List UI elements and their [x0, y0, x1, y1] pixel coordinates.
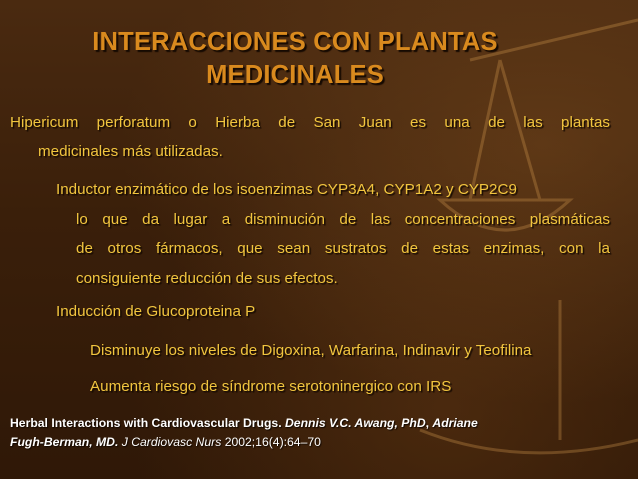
bullet1-continuation [56, 205, 610, 294]
intro-paragraph [10, 108, 610, 166]
reference-author-1: Dennis V.C. Awang, PhD [284, 416, 426, 430]
title-line-2: MEDICINALES [206, 61, 384, 89]
reference-journal: J Cardiovasc Nurs [121, 435, 222, 449]
title-line-1: INTERACCIONES CON PLANTAS [92, 28, 498, 56]
reference-citation [10, 414, 610, 452]
bullet1-line-1: Inductor enzimático de los isoenzimas CYP3A4, CYP1A2 y CYP2C9 [56, 181, 517, 198]
reference-title: Herbal Interactions with Cardiovascular Drugs. [10, 416, 282, 430]
bullet-enzyme-induction [56, 175, 610, 293]
reference-citation-details: 2002;16(4):64–70 [224, 435, 321, 449]
bullet-glycoprotein: Inducción de Glucoproteina P [56, 303, 256, 320]
bullet1-line-4: consiguiente reducción de sus efectos. [76, 269, 338, 287]
reference-author-2-cont: Fugh-Berman, MD. [10, 435, 119, 449]
sub-bullet-levels: Disminuye los niveles de Digoxina, Warfarina, Indinavir y Teofilina [90, 342, 532, 359]
bullet1-line-2: lo que da lugar a disminución de las concentraciones plasmáticas [76, 210, 610, 228]
bullet1-line-3: de otros fármacos, que sean sustratos de estas enzimas, con la [76, 240, 610, 257]
reference-separator: , [425, 416, 430, 430]
sub-bullet-serotonin: Aumenta riesgo de síndrome serotoninergico con IRS [90, 378, 452, 395]
reference-author-2: Adriane [432, 416, 478, 430]
intro-line-1: Hipericum perforatum o Hierba de San Juan es una de las plantas [10, 114, 610, 131]
slide-title [20, 26, 570, 92]
intro-line-2: medicinales más utilizadas. [38, 143, 223, 160]
